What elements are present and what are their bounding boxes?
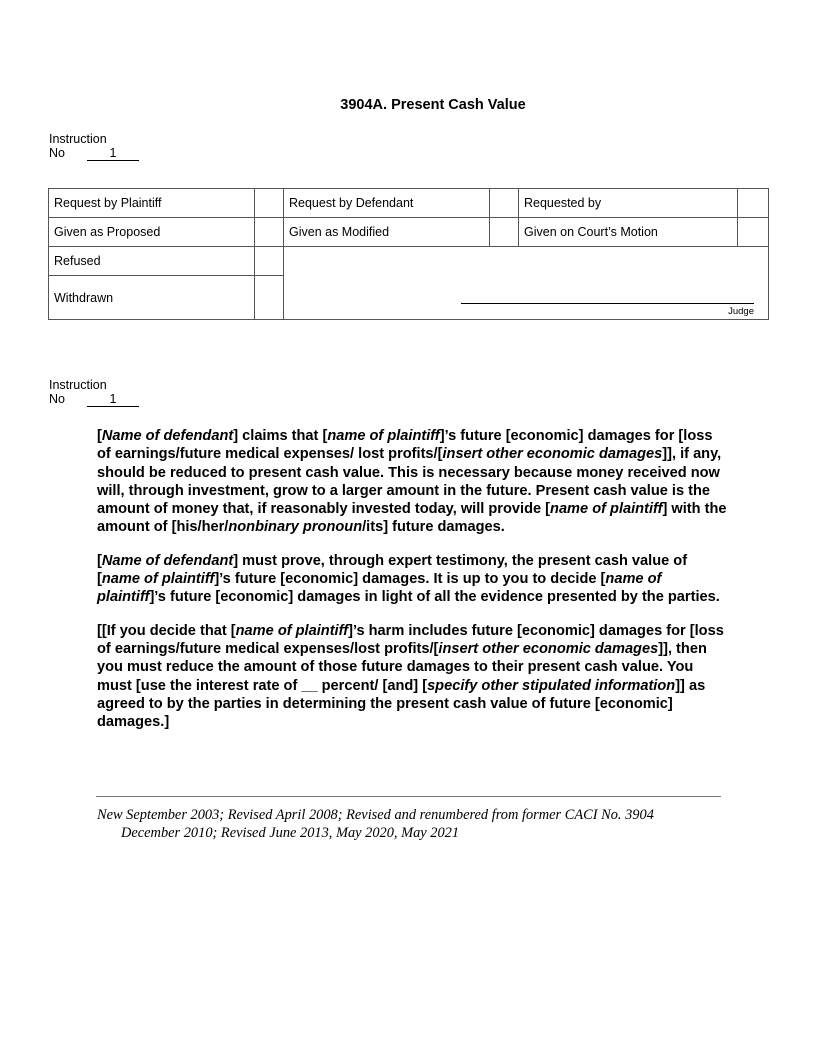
instruction-number-row — [49, 146, 139, 161]
page-title: 3904A. Present Cash Value — [340, 97, 526, 113]
instruction-label: Instruction — [49, 378, 107, 392]
instruction-body — [97, 427, 727, 746]
placeholder-text: insert other economic damages — [442, 446, 663, 463]
placeholder-text: nonbinary pronoun — [228, 519, 363, 536]
instruction-label: Instruction — [49, 132, 107, 146]
given-as-proposed-label: Given as Proposed — [49, 218, 255, 247]
judge-signature-area — [284, 247, 769, 320]
given-as-modified-label: Given as Modified — [284, 218, 490, 247]
instruction-paragraph — [97, 622, 727, 732]
history-line: December 2010; Revised June 2013, May 2020, May 2021 — [121, 825, 460, 841]
instruction-text: ]], if any, should be reduced to present cash value. This is necessary because money received now will, through investment, grow to a larger amount in the future. Present cash value is the amount of money that, if reasonably invested today, will provide [ — [97, 446, 722, 518]
no-label: No — [49, 392, 65, 406]
placeholder-text: name of plaintiff — [101, 571, 215, 588]
instruction-block-bottom — [49, 378, 139, 407]
placeholder-text: name of plaintiff — [97, 571, 662, 606]
requested-by-label: Requested by — [519, 189, 738, 218]
placeholder-text: Name of defendant — [101, 552, 234, 569]
withdrawn-label: Withdrawn — [49, 276, 255, 320]
request-by-defendant-label: Request by Defendant — [284, 189, 490, 218]
withdrawn-checkbox[interactable] — [255, 276, 284, 320]
instruction-number-row — [49, 392, 139, 407]
history-line: New September 2003; Revised April 2008; Revised and renumbered from former CACI No. 3904 — [97, 807, 654, 823]
given-on-courts-motion-checkbox[interactable] — [738, 218, 769, 247]
requested-by-checkbox[interactable] — [738, 189, 769, 218]
history-divider — [96, 796, 721, 797]
instruction-text: [ — [97, 552, 102, 569]
placeholder-text: Name of defendant — [101, 428, 234, 444]
judge-label: Judge — [728, 306, 754, 317]
judge-signature-line[interactable] — [461, 303, 754, 304]
instruction-text: ]], then you must reduce the amount of those future damages to their present cash value. You must [use the interest rate of __ percent/ [and] [ — [97, 640, 707, 694]
placeholder-text: name of plaintiff — [550, 501, 663, 518]
refused-label: Refused — [49, 247, 255, 276]
refused-checkbox[interactable] — [255, 247, 284, 276]
instruction-paragraph — [97, 552, 727, 607]
request-table — [48, 188, 769, 320]
request-by-defendant-checkbox[interactable] — [490, 189, 519, 218]
instruction-text: [ — [97, 428, 102, 444]
instruction-number: 1 — [87, 393, 139, 407]
instruction-text: ]’s future [economic] damages. It is up to you to decide [ — [214, 571, 606, 588]
instruction-block-top — [49, 132, 139, 161]
request-by-plaintiff-checkbox[interactable] — [255, 189, 284, 218]
instruction-text: ]’s harm includes future [economic] damages for [loss of earnings/future medical expenses/lost profits/[ — [97, 622, 724, 657]
instruction-text: ] with the amount of [his/her/ — [97, 501, 727, 536]
given-on-courts-motion-label: Given on Court’s Motion — [519, 218, 738, 247]
instruction-text: ]] as agreed to by the parties in determining the present cash value of future [economic] damages.] — [97, 677, 706, 731]
instruction-text: ] must prove, through expert testimony, the present cash value of [ — [97, 552, 688, 588]
instruction-text: ]’s future [economic] damages for [loss of earnings/future medical expenses/ lost profits/[ — [97, 428, 713, 463]
request-by-plaintiff-label: Request by Plaintiff — [49, 189, 255, 218]
placeholder-text: name of plaintiff — [235, 622, 349, 639]
given-as-proposed-checkbox[interactable] — [255, 218, 284, 247]
given-as-modified-checkbox[interactable] — [490, 218, 519, 247]
instruction-text: [[If you decide that [ — [97, 622, 236, 639]
no-label: No — [49, 146, 65, 160]
history-note — [97, 806, 737, 842]
instruction-text: ]’s future [economic] damages in light of all the evidence presented by the parties. — [149, 589, 720, 606]
instruction-text: /its] future damages. — [362, 519, 505, 536]
instruction-paragraph — [97, 427, 727, 537]
placeholder-text: insert other economic damages — [438, 640, 659, 657]
instruction-text: ] claims that [ — [233, 428, 328, 444]
placeholder-text: specify other stipulated information — [427, 677, 676, 694]
instruction-number: 1 — [87, 147, 139, 161]
placeholder-text: name of plaintiff — [327, 428, 440, 444]
